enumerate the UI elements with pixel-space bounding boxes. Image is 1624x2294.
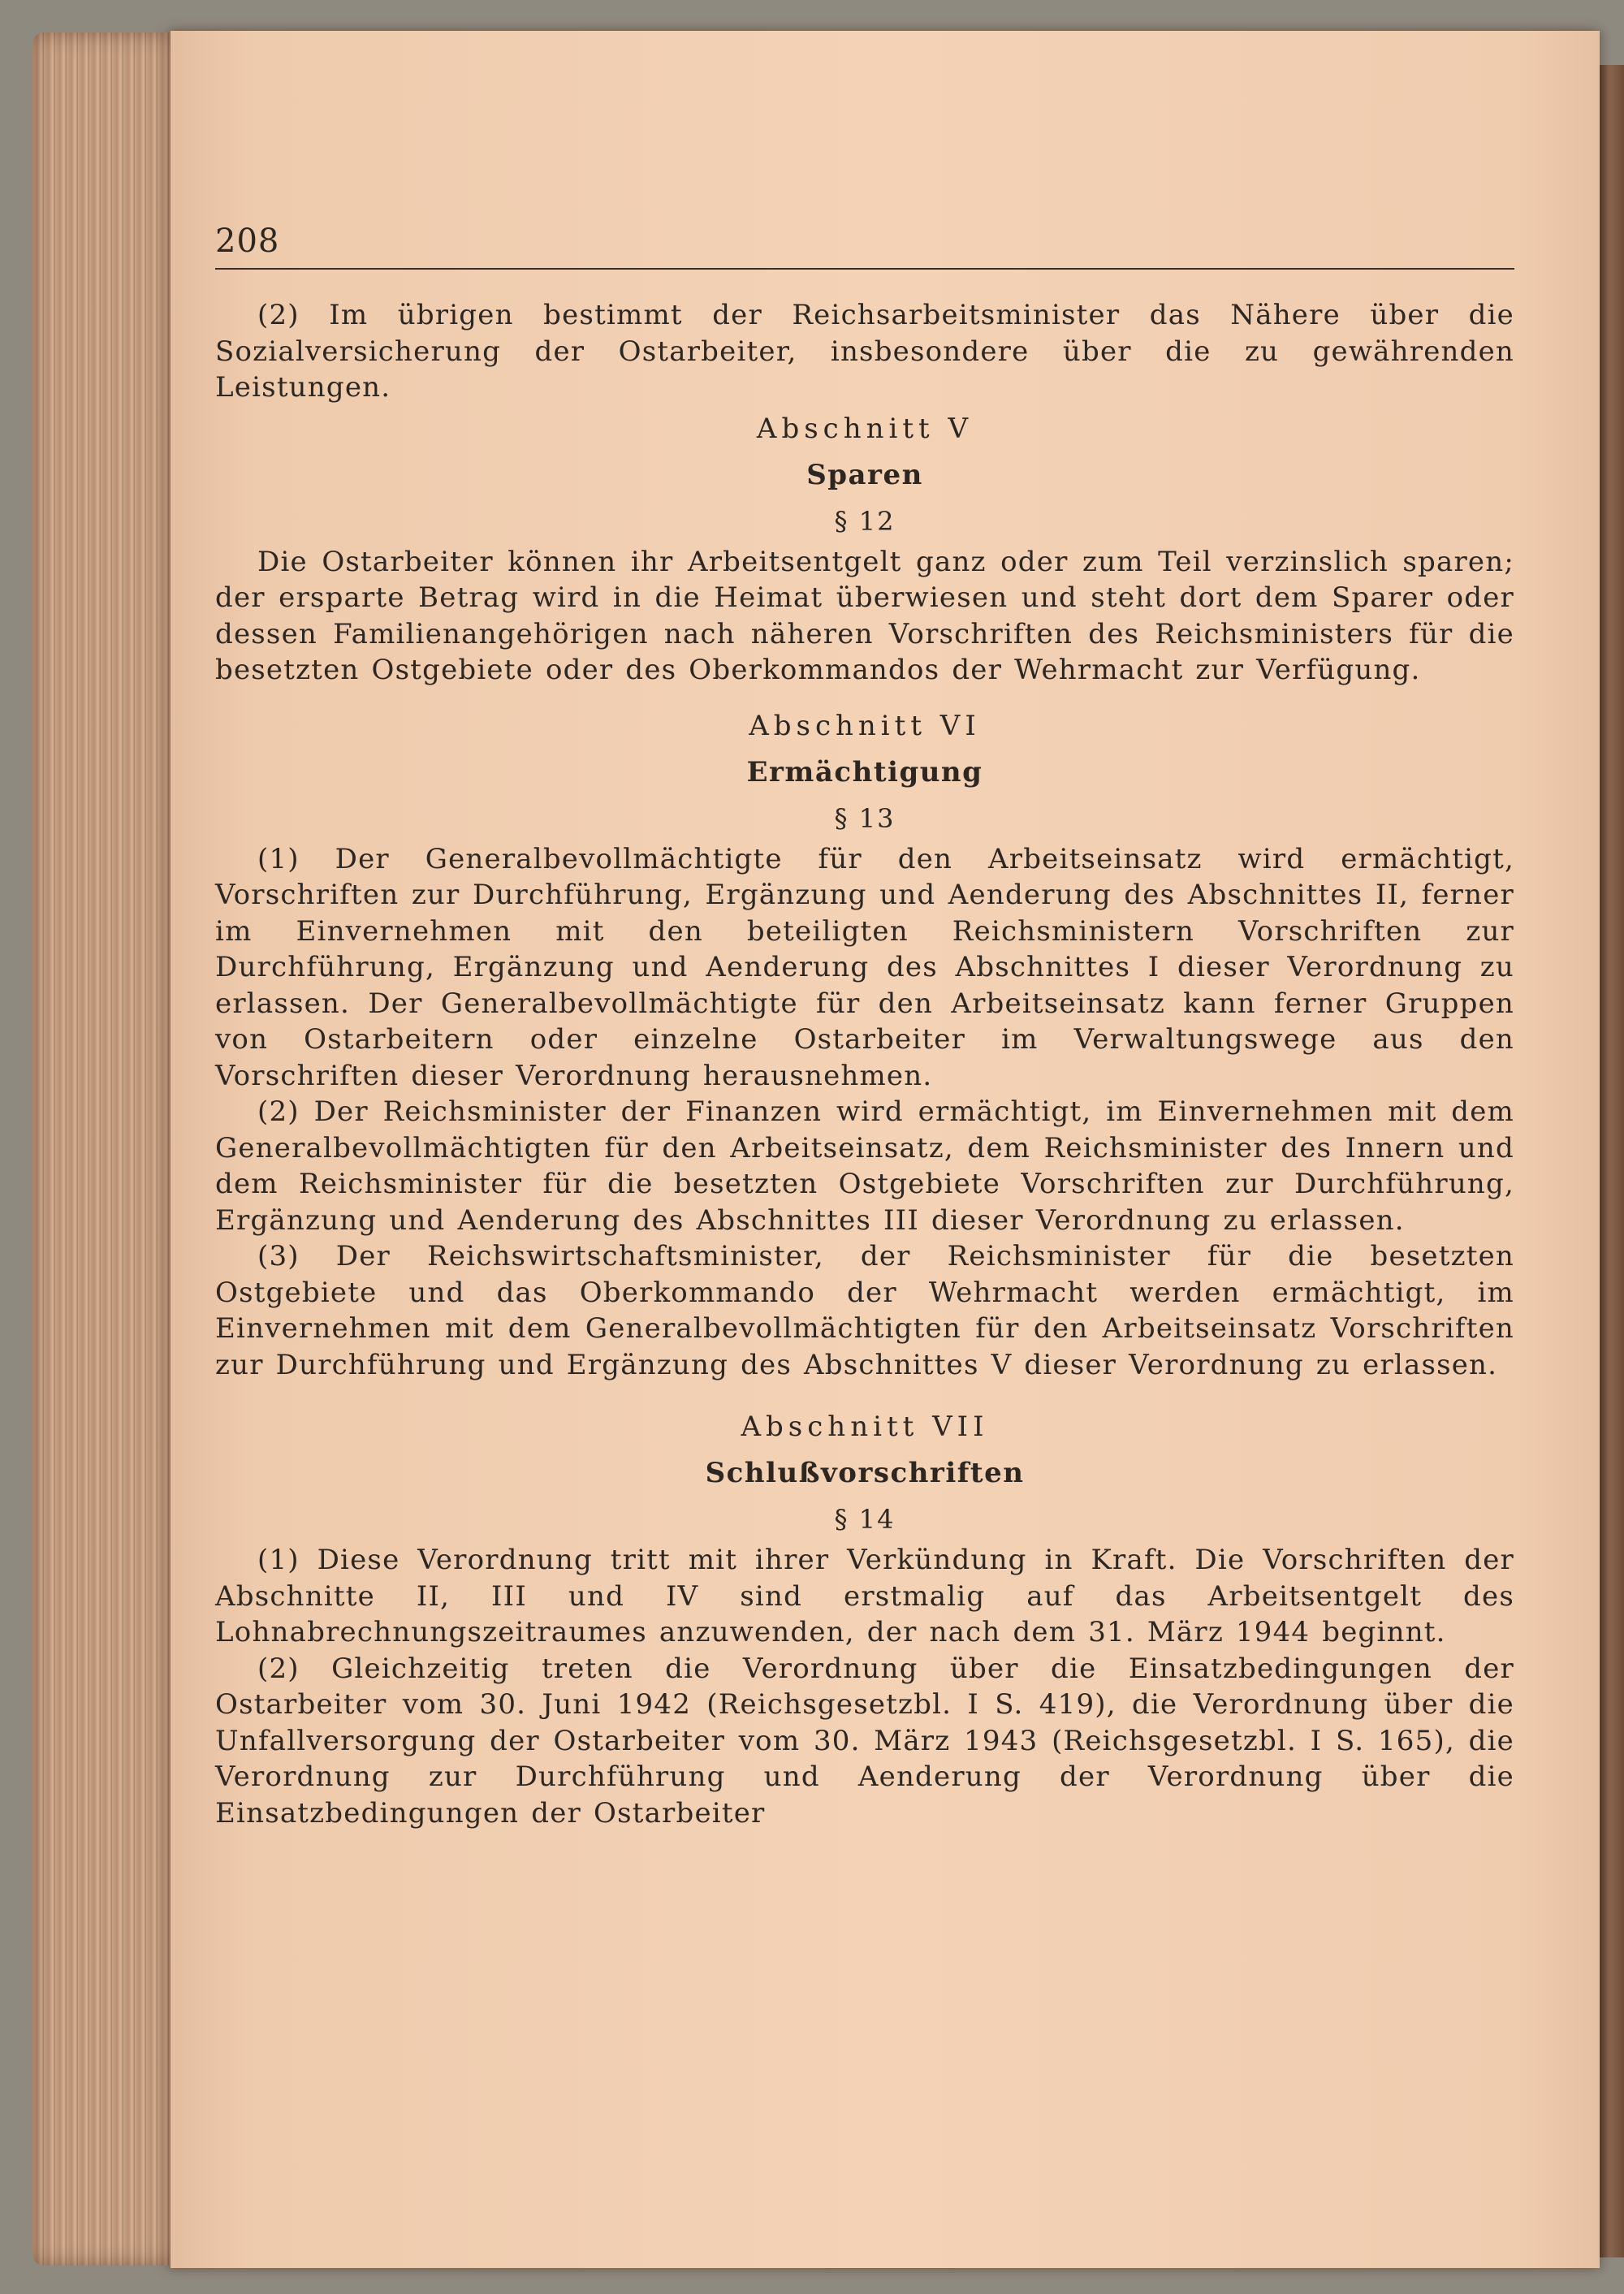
section-13-p3: (3) Der Reichswirtschaftsminister, der Reichsminister für die besetzten Ostgebiete und das Oberkommando der Wehrmacht werden ermächtigt, im Einvernehmen mit dem Generalbevollmächtigten für den Arbeitseinsatz Vorschriften zur Durchführung und Ergänzung des Abschnittes V dieser Verordnung zu erlassen. (215, 1240, 1514, 1381)
page-content (215, 211, 1514, 1831)
abschnitt-vi-subtitle: Ermächtigung (746, 755, 983, 788)
header-rule (215, 268, 1514, 270)
section-14-label: § 14 (834, 1504, 896, 1535)
abschnitt-v-heading: Abschnitt V (756, 412, 974, 445)
section-13-p1: (1) Der Generalbevollmächtigte für den Arbeitseinsatz wird ermächtigt, Vorschriften zur Durchführung, Ergänzung und Aenderung des Abschnittes II, ferner im Einvernehmen mit den beteiligten Reichsministern Vorschriften zur Durchführung, Ergänzung und Aenderung des Abschnittes I dieser Verordnung zu erlassen. Der Generalbevollmächtigte für den Arbeitseinsatz kann ferner Gruppen von Ostarbeitern oder einzelne Ostarbeiter im Verwaltungswege aus den Vorschriften dieser Verordnung herausnehmen. (215, 842, 1514, 1092)
section-12-text: Die Ostarbeiter können ihr Arbeitsentgelt ganz oder zum Teil verzinslich sparen; der ersparte Betrag wird in die Heimat überwiesen und steht dort dem Sparer oder dessen Familienangehörigen nach näheren Vorschriften des Reichsministers für die besetzten Ostgebiete oder des Oberkommandos der Wehrmacht zur Verfügung. (215, 545, 1514, 686)
book-spine (1600, 65, 1624, 2257)
section-14-p2: (2) Gleichzeitig treten die Verordnung über die Einsatzbedingungen der Ostarbeiter vom 30. Juni 1942 (Reichsgesetzbl. I S. 419), die Verordnung über die Unfallversorgung der Ostarbeiter vom 30. März 1943 (Reichsgesetzbl. I S. 165), die Verordnung zur Durchführung und Aenderung der Verordnung über die Einsatzbedingungen der Ostarbeiter (215, 1652, 1514, 1830)
abschnitt-v-subtitle: Sparen (806, 458, 923, 491)
abschnitt-vii-subtitle: Schlußvorschriften (705, 1457, 1025, 1489)
page-header (215, 211, 1514, 268)
section-13-p2: (2) Der Reichsminister der Finanzen wird ermächtigt, im Einvernehmen mit dem Generalbevollmächtigten für den Arbeitseinsatz, dem Reichsminister des Innern und dem Reichsminister für die besetzten Ostgebiete Vorschriften zur Durchführung, Ergänzung und Aenderung des Abschnittes III dieser Verordnung zu erlassen. (215, 1095, 1514, 1237)
section-14-p1: (1) Diese Verordnung tritt mit ihrer Verkündung in Kraft. Die Vorschriften der Abschnitte II, III und IV sind erstmalig auf das Arbeitsentgelt des Lohnabrechnungszeitraumes anzuwenden, der nach dem 31. März 1944 beginnt. (215, 1544, 1514, 1648)
page-number: 208 (215, 222, 280, 260)
section-12-label: § 12 (834, 505, 896, 537)
abschnitt-vi-heading: Abschnitt VI (749, 709, 981, 742)
paragraph-11-2: (2) Im übrigen bestimmt der Reichsarbeitsminister das Nähere über die Sozialversicherung der Ostarbeiter, insbesondere über die zu gewährenden Leistungen. (215, 299, 1514, 404)
section-13-label: § 13 (834, 802, 896, 834)
abschnitt-vii-heading: Abschnitt VII (741, 1411, 989, 1443)
